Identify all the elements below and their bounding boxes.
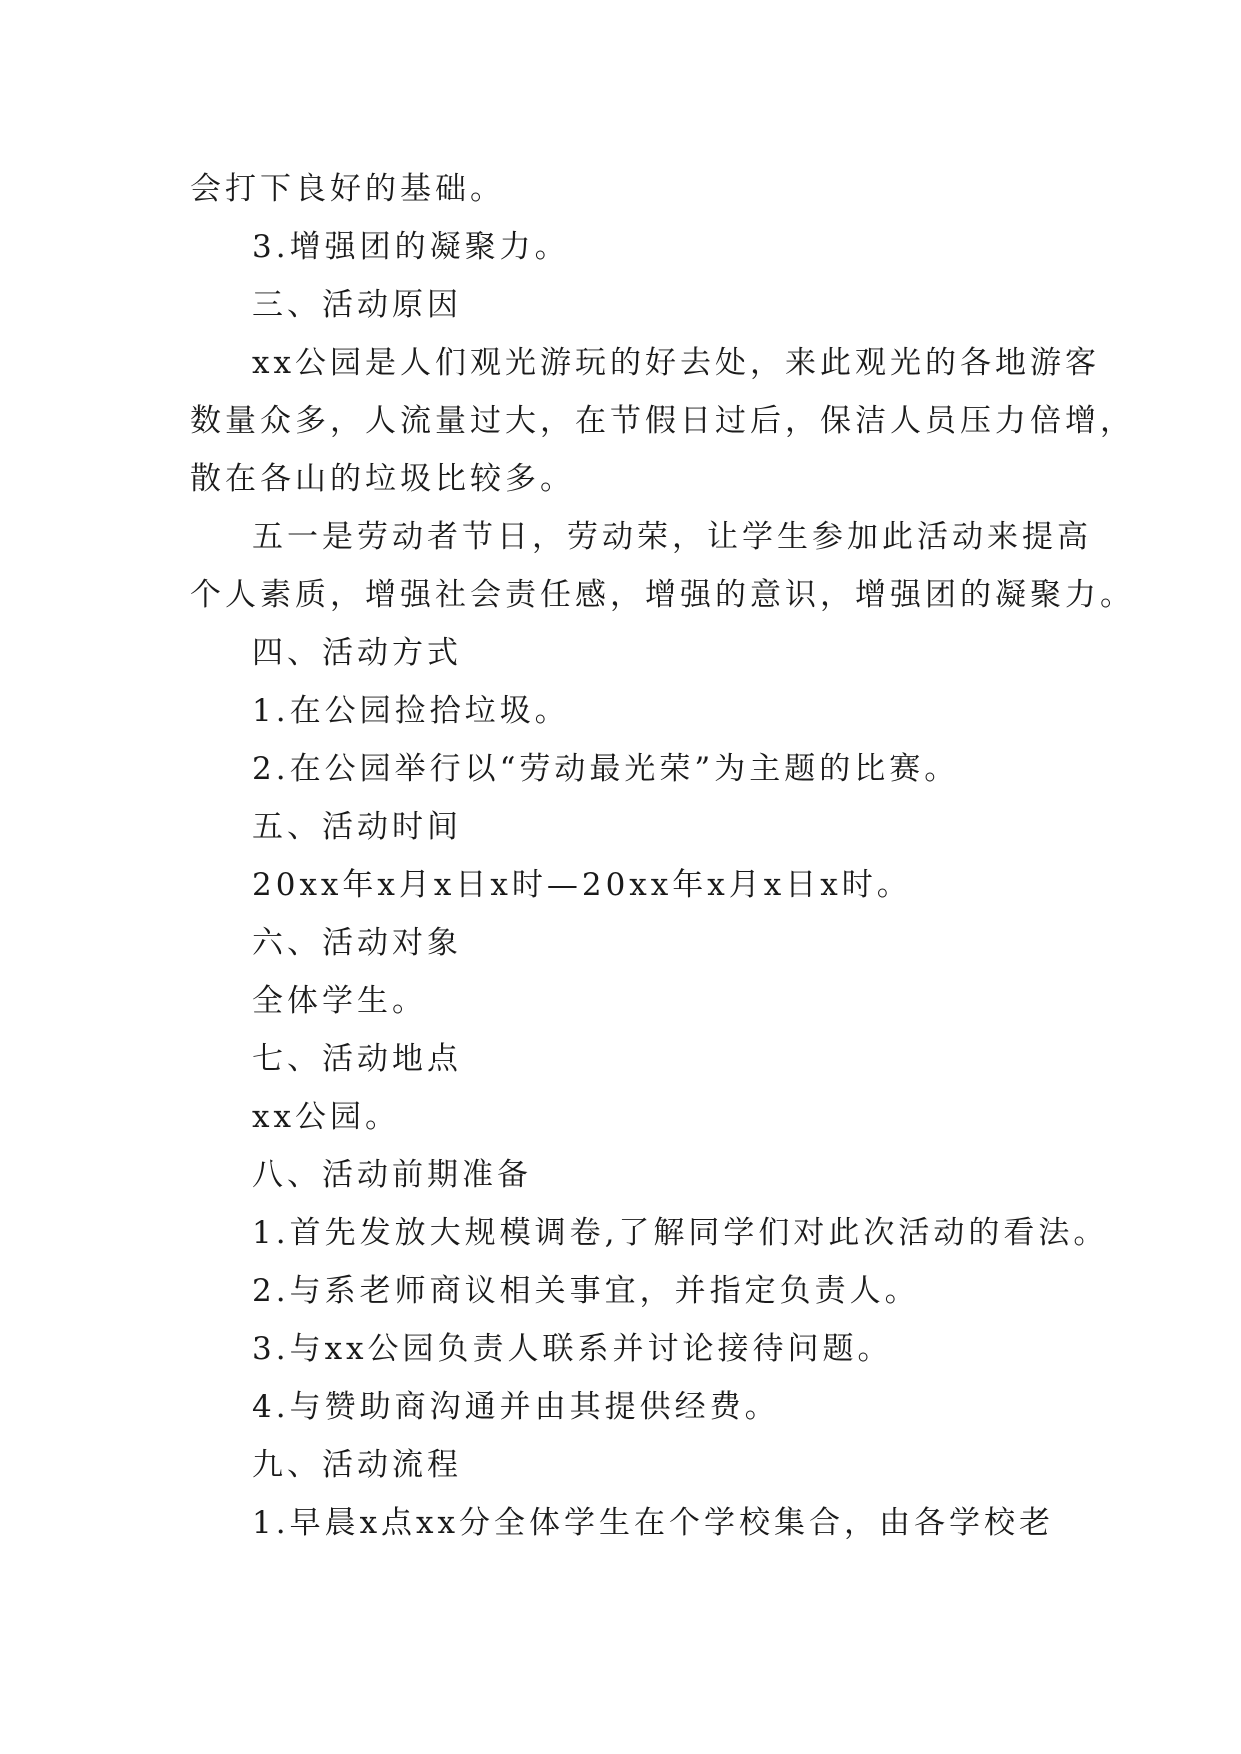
text-line: 4.与赞助商沟通并由其提供经费。 [252,1389,780,1425]
text-line: 七、活动地点 [252,1041,462,1077]
text-line: 会打下良好的基础。 [190,171,505,207]
text-line: 散在各山的垃圾比较多。 [190,461,575,497]
text-line: 数量众多，人流量过大，在节假日过后，保洁人员压力倍增， [190,403,1135,439]
text-line: 3.与xx公园负责人联系并讨论接待问题。 [252,1331,893,1367]
text-line: xx公园。 [252,1099,400,1135]
text-line: 个人素质，增强社会责任感，增强的意识，增强团的凝聚力。 [190,577,1135,613]
text-line: 1.首先发放大规模调卷,了解同学们对此次活动的看法。 [252,1215,1109,1251]
text-line: 3.增强团的凝聚力。 [252,229,570,265]
text-line: 三、活动原因 [252,287,462,323]
text-line: 六、活动对象 [252,925,462,961]
text-line: xx公园是人们观光游玩的好去处，来此观光的各地游客 [252,345,1100,381]
text-line: 2.与系老师商议相关事宜，并指定负责人。 [252,1273,920,1309]
text-line: 2.在公园举行以“劳动最光荣”为主题的比赛。 [252,751,960,787]
text-line: 五、活动时间 [252,809,462,845]
text-line: 八、活动前期准备 [252,1157,532,1193]
text-line: 1.在公园捡拾垃圾。 [252,693,570,729]
text-line: 五一是劳动者节日，劳动荣，让学生参加此活动来提高 [252,519,1092,555]
text-line: 20xx年x月x日x时—20xx年x月x日x时。 [252,867,912,903]
text-line: 四、活动方式 [252,635,462,671]
document-body [190,160,1135,1552]
text-line: 1.早晨x点xx分全体学生在个学校集合，由各学校老 [252,1505,1055,1541]
text-line: 全体学生。 [252,983,427,1019]
text-line: 九、活动流程 [252,1447,462,1483]
